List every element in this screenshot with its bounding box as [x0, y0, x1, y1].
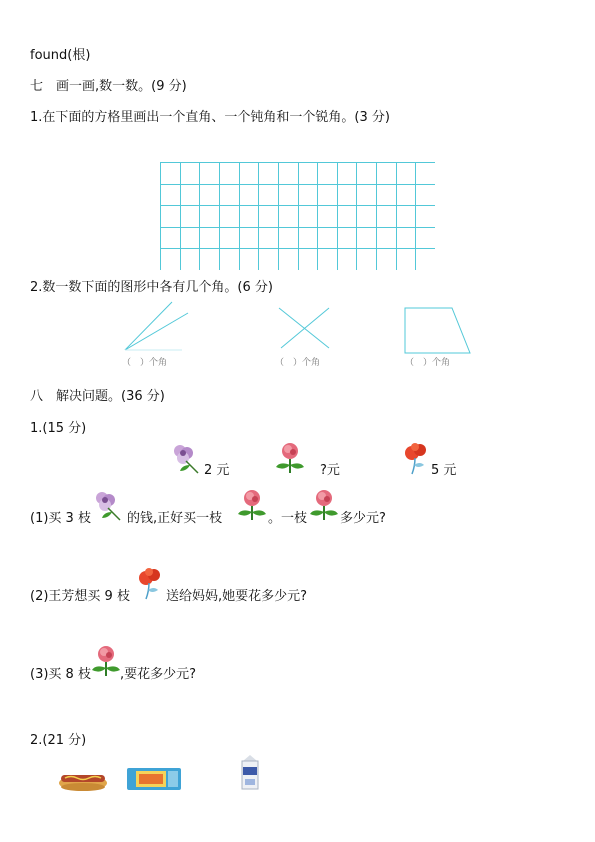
header-fragment: found(根) [30, 48, 91, 63]
milk-carton-image [238, 753, 262, 791]
problem-3-part-a: (3)买 8 枝 [30, 667, 91, 682]
figure-2-label: （ ）个角 [275, 358, 321, 368]
problem-2-part-a: (2)王芳想买 9 枝 [30, 589, 130, 604]
red-flower-icon-p2 [134, 566, 170, 604]
question-7-2: 2.数一数下面的图形中各有几个角。(6 分) [30, 280, 273, 295]
pink-flower-image [274, 441, 310, 477]
drawing-grid[interactable] [160, 162, 435, 270]
problem-2-part-b: 送给妈妈,她要花多少元? [166, 589, 308, 604]
problem-1-part-c: 。一枝 [268, 511, 308, 526]
figure-1-label: （ ）个角 [122, 358, 168, 368]
angle-figure-2 [275, 305, 335, 350]
price-label-purple: 2 元 [204, 463, 230, 478]
purple-flower-icon-p1 [90, 488, 126, 524]
angle-figure-1 [120, 300, 195, 355]
pink-flower-icon-p1b [308, 488, 344, 524]
problem-1-part-a: (1)买 3 枝 [30, 511, 91, 526]
section-8-title: 八 解决问题。(36 分) [30, 389, 165, 404]
section-7-title: 七 画一画,数一数。(9 分) [30, 79, 187, 94]
biscuit-pack-image [126, 765, 182, 793]
question-7-1: 1.在下面的方格里画出一个直角、一个钝角和一个锐角。(3 分) [30, 110, 390, 125]
price-label-pink: ?元 [320, 463, 340, 478]
price-label-red: 5 元 [431, 463, 457, 478]
angle-figure-3 [400, 305, 475, 357]
purple-flower-image [168, 441, 204, 477]
question-8-1: 1.(15 分) [30, 421, 87, 436]
hotdog-image [57, 767, 109, 793]
question-8-2: 2.(21 分) [30, 733, 87, 748]
problem-1-part-b: 的钱,正好买一枝 [127, 511, 223, 526]
problem-3-part-b: ,要花多少元? [120, 667, 197, 682]
pink-flower-icon-p1a [236, 488, 272, 524]
figure-3-label: （ ）个角 [405, 358, 451, 368]
problem-1-part-d: 多少元? [340, 511, 386, 526]
